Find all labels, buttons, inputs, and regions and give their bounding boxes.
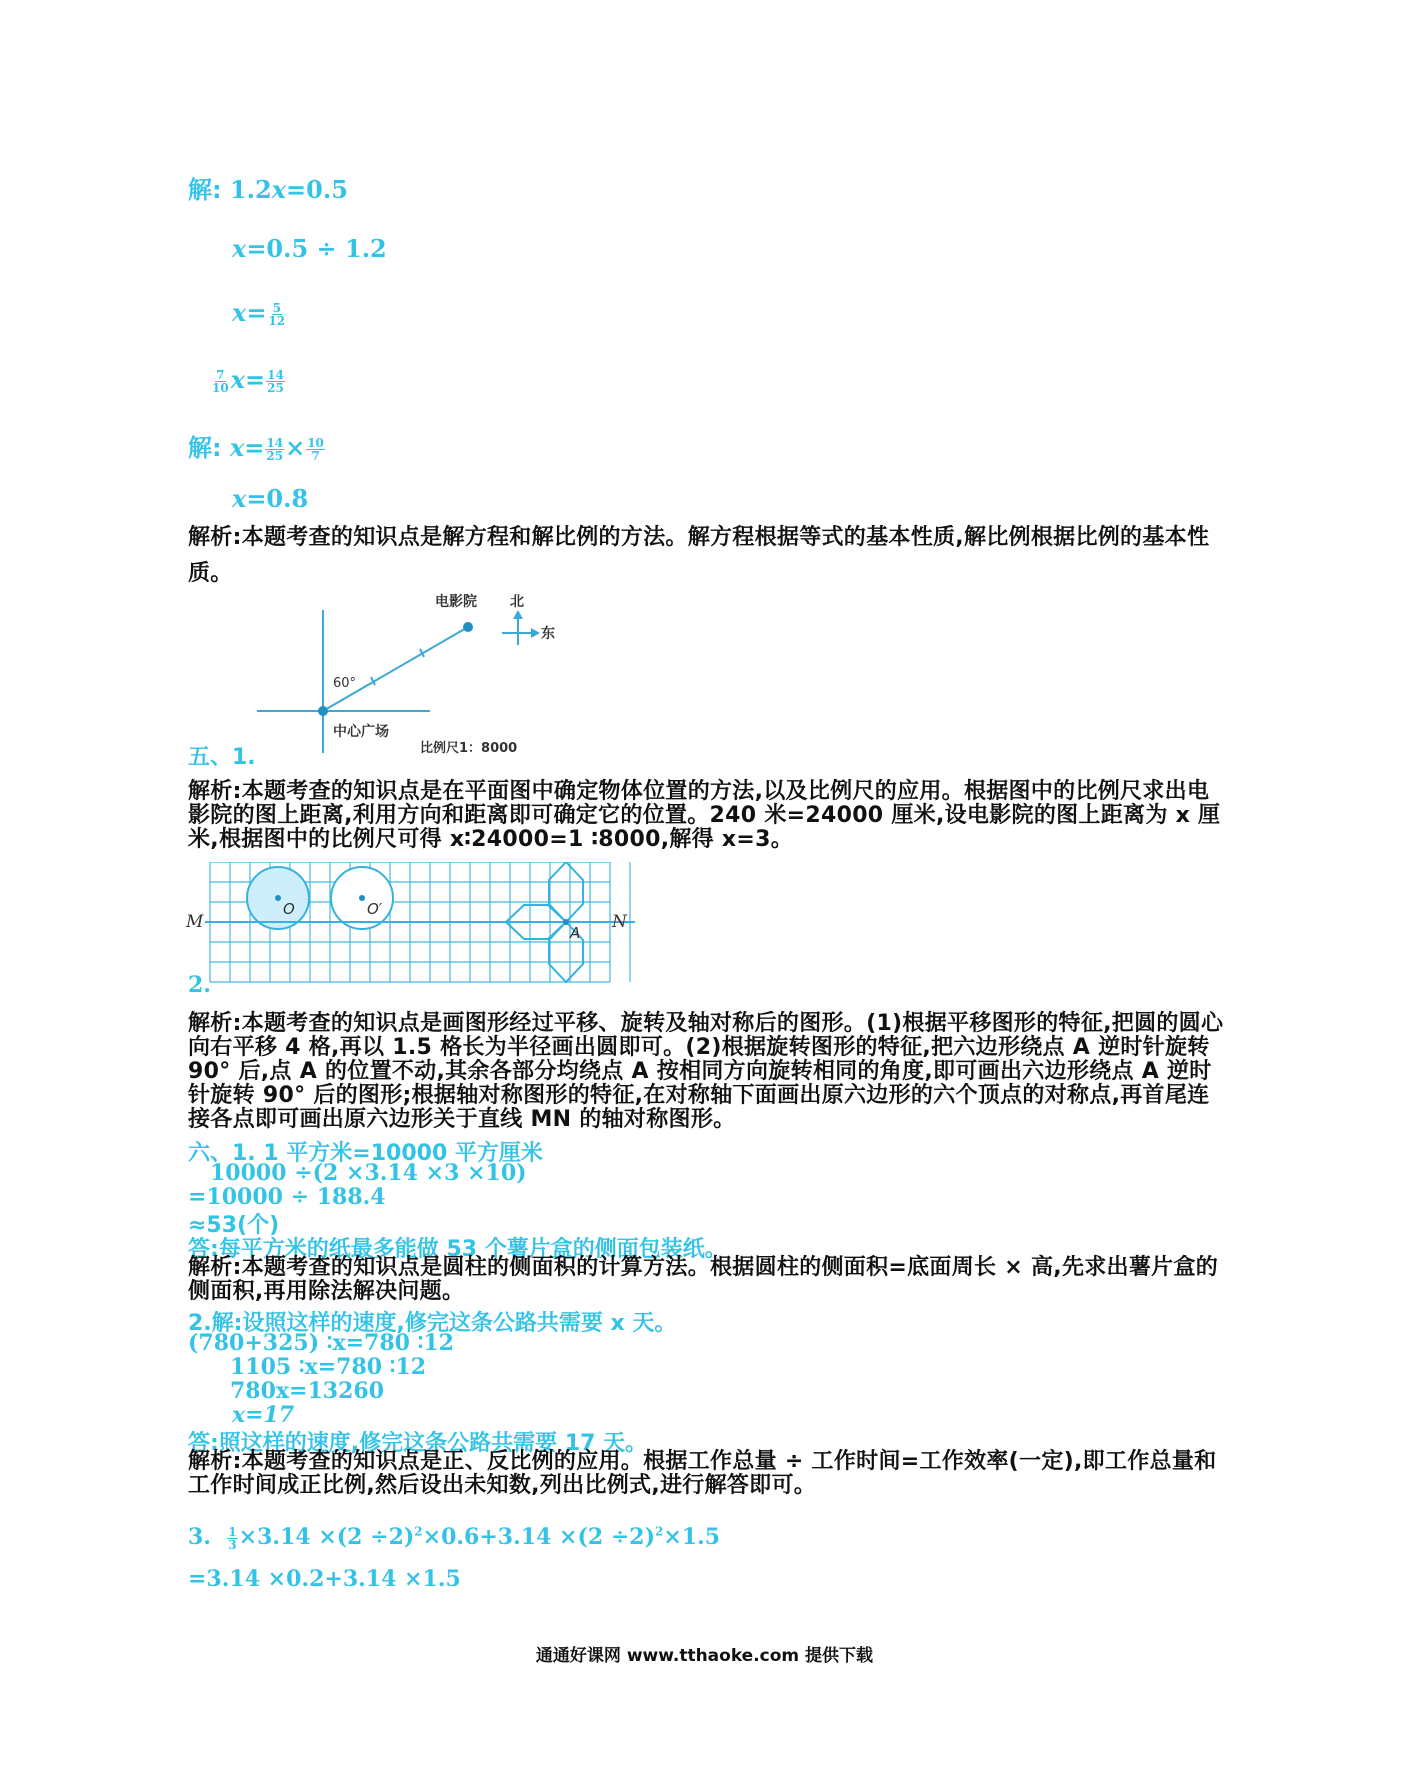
map-scale-label: 比例尺1：8000 bbox=[420, 741, 518, 756]
s6-q3-end: ×1.5 bbox=[663, 1524, 721, 1550]
eq2-l2-frac1 bbox=[265, 437, 284, 462]
s6-q2-line1: 2.解:设照这样的速度,修完这条公路共需要 x 天。 bbox=[188, 1311, 677, 1336]
center-o bbox=[275, 895, 281, 901]
analysis-1: 解析:本题考查的知识点是解方程和解比例的方法。解方程根据等式的基本性质,解比例根据比例的基本性质。 bbox=[188, 525, 1210, 586]
eq1-rhs: =0.5 bbox=[286, 175, 348, 204]
s6-q3-line1 bbox=[188, 1524, 720, 1551]
s6-answer1: 答:每平方米的纸最多能做 53 个薯片盒的侧面包装纸。 bbox=[188, 1237, 727, 1262]
s6-q2-line4: 780x=13260 bbox=[230, 1378, 385, 1404]
eq1-l3-var: x bbox=[232, 298, 247, 327]
eq1-l3-fraction bbox=[267, 302, 286, 327]
hexagon-original bbox=[549, 862, 583, 922]
label-m: M bbox=[186, 912, 204, 932]
eq2-l3-var: x bbox=[232, 484, 247, 513]
s6-q3-line2: =3.14 ×0.2+3.14 ×1.5 bbox=[188, 1566, 461, 1592]
eq2-l2-num1: 14 bbox=[266, 436, 284, 450]
page-footer: 通通好课网 www.tthaoke.com 提供下载 bbox=[535, 1646, 874, 1666]
eq1-line3 bbox=[232, 298, 287, 327]
s6-q2-line3: 1105 ∶x=780 ∶12 bbox=[230, 1354, 427, 1380]
eq1-l3-num: 5 bbox=[272, 301, 281, 315]
eq2-l2-eq: = bbox=[244, 433, 265, 462]
eq2-l1-den1: 10 bbox=[212, 381, 229, 395]
eq2-l2-frac2 bbox=[306, 437, 325, 462]
eq1-l2-rhs: =0.5 ÷ 1.2 bbox=[246, 234, 387, 263]
eq2-l1-eq: = bbox=[245, 365, 266, 394]
eq2-l2-times: × bbox=[285, 433, 306, 462]
eq1-var: x bbox=[271, 175, 287, 204]
compass-north-head bbox=[513, 610, 523, 619]
compass-east-head bbox=[531, 628, 540, 638]
map-direction-line bbox=[323, 627, 468, 711]
eq2-l1-num1: 7 bbox=[216, 368, 225, 382]
eq2-l1-var: x bbox=[230, 365, 246, 394]
s6-q2-line5: x=17 bbox=[232, 1402, 295, 1428]
transform-grid bbox=[205, 862, 635, 997]
s6-line1: 六、1. 1 平方米=10000 平方厘米 bbox=[188, 1141, 543, 1166]
section5-label: 五、1. bbox=[188, 745, 256, 770]
eq2-l1-frac1 bbox=[211, 369, 230, 394]
eq1-l2-var: x bbox=[232, 234, 247, 263]
map-east-label: 东 bbox=[541, 626, 555, 642]
eq2-l2-num2: 10 bbox=[307, 436, 324, 450]
q2-label: 2. bbox=[188, 972, 211, 998]
eq1-line1 bbox=[188, 170, 348, 205]
eq1-l3-den: 12 bbox=[268, 314, 286, 328]
s6-q3-expr: ×3.14 ×(2 ÷2) bbox=[238, 1524, 415, 1550]
eq2-l2-var: x bbox=[229, 433, 245, 462]
s6-line2: 10000 ÷(2 ×3.14 ×3 ×10) bbox=[210, 1160, 527, 1186]
s6-q3-mid: ×0.6+3.14 ×(2 ÷2) bbox=[422, 1524, 655, 1550]
s6-q2-line2: (780+325) ∶x=780 ∶12 bbox=[188, 1330, 454, 1356]
s6-q3-sup2: 2 bbox=[655, 1524, 664, 1539]
location-map bbox=[255, 590, 575, 765]
s6-q3-frac bbox=[227, 1526, 237, 1551]
map-north-label: 北 bbox=[510, 594, 524, 610]
eq1-prefix: 解: bbox=[188, 176, 222, 204]
s6-q3-den: 3 bbox=[228, 1537, 237, 1552]
s6-line4: ≈53(个) bbox=[188, 1213, 280, 1238]
eq2-l2-den1: 25 bbox=[266, 449, 284, 463]
map-cinema-label: 电影院 bbox=[435, 594, 477, 610]
eq2-line1 bbox=[210, 365, 286, 394]
eq2-l1-den2: 25 bbox=[267, 381, 284, 395]
label-a: A bbox=[570, 924, 581, 942]
eq1-l3-eq: = bbox=[246, 298, 267, 327]
eq1-coef: 1.2 bbox=[229, 175, 272, 204]
eq2-line3 bbox=[232, 484, 308, 513]
s6-answer2: 答:照这样的速度,修完这条公路共需要 17 天。 bbox=[188, 1431, 648, 1456]
label-o-prime: O′ bbox=[367, 900, 383, 918]
eq2-l1-num2: 14 bbox=[267, 368, 284, 382]
eq2-l2-den2: 7 bbox=[311, 449, 320, 463]
s6-q3-label: 3. bbox=[188, 1524, 211, 1550]
analysis-section5-q2: 解析:本题考查的知识点是画图形经过平移、旋转及轴对称后的图形。(1)根据平移图形的特征,把圆的圆心向右平移 4 格,再以 1.5 格长为半径画出圆即可。(2)根据旋转图形的特征,把六边形绕点 A 逆时针旋转 90° 后,点 A 的位置不动,其余各部分均绕点 A 按相同方向旋转相同的角度,即可画出六边形绕点 A 逆时针旋转 90° 后的图形;根据轴对称图形的特征,在对称轴下面画出原六边形的六个顶点的对称点,再首尾连接各点即可画出原六边形关于直线 MN 的轴对称图形。 bbox=[188, 1011, 1224, 1132]
eq2-l1-frac2 bbox=[266, 369, 285, 394]
label-o: O bbox=[283, 900, 295, 918]
map-cinema-point bbox=[463, 622, 473, 632]
eq2-prefix: 解: bbox=[188, 434, 222, 462]
point-a bbox=[563, 919, 569, 925]
analysis-section6: 解析:本题考查的知识点是圆柱的侧面积的计算方法。根据圆柱的侧面积=底面周长 × 高,先求出薯片盒的侧面积,再用除法解决问题。 bbox=[188, 1255, 1219, 1304]
s6-line3: =10000 ÷ 188.4 bbox=[188, 1184, 386, 1210]
map-center-label: 中心广场 bbox=[333, 724, 389, 740]
label-n: N bbox=[612, 912, 627, 932]
s6-q3-num: 1 bbox=[228, 1524, 237, 1539]
eq2-l3-rhs: =0.8 bbox=[246, 484, 309, 513]
map-center-point bbox=[318, 706, 328, 716]
analysis-section5: 解析:本题考查的知识点是在平面图中确定物体位置的方法,以及比例尺的应用。根据图中的比例尺求出电影院的图上距离,利用方向和距离即可确定它的位置。240 米=24000 厘米,设电影院的图上距离为 x 厘米,根据图中的比例尺可得 x∶24000=1 ∶8000,解得 x=3。 bbox=[188, 779, 1221, 852]
s6-q3-sup1: 2 bbox=[414, 1524, 423, 1539]
map-angle-label: 60° bbox=[333, 676, 357, 691]
analysis-section6-q2: 解析:本题考查的知识点是正、反比例的应用。根据工作总量 ÷ 工作时间=工作效率(一定),即工作总量和工作时间成正比例,然后设出未知数,列出比例式,进行解答即可。 bbox=[188, 1449, 1217, 1498]
eq2-line2 bbox=[188, 428, 326, 463]
eq1-line2 bbox=[232, 234, 387, 263]
center-o-prime bbox=[359, 895, 365, 901]
